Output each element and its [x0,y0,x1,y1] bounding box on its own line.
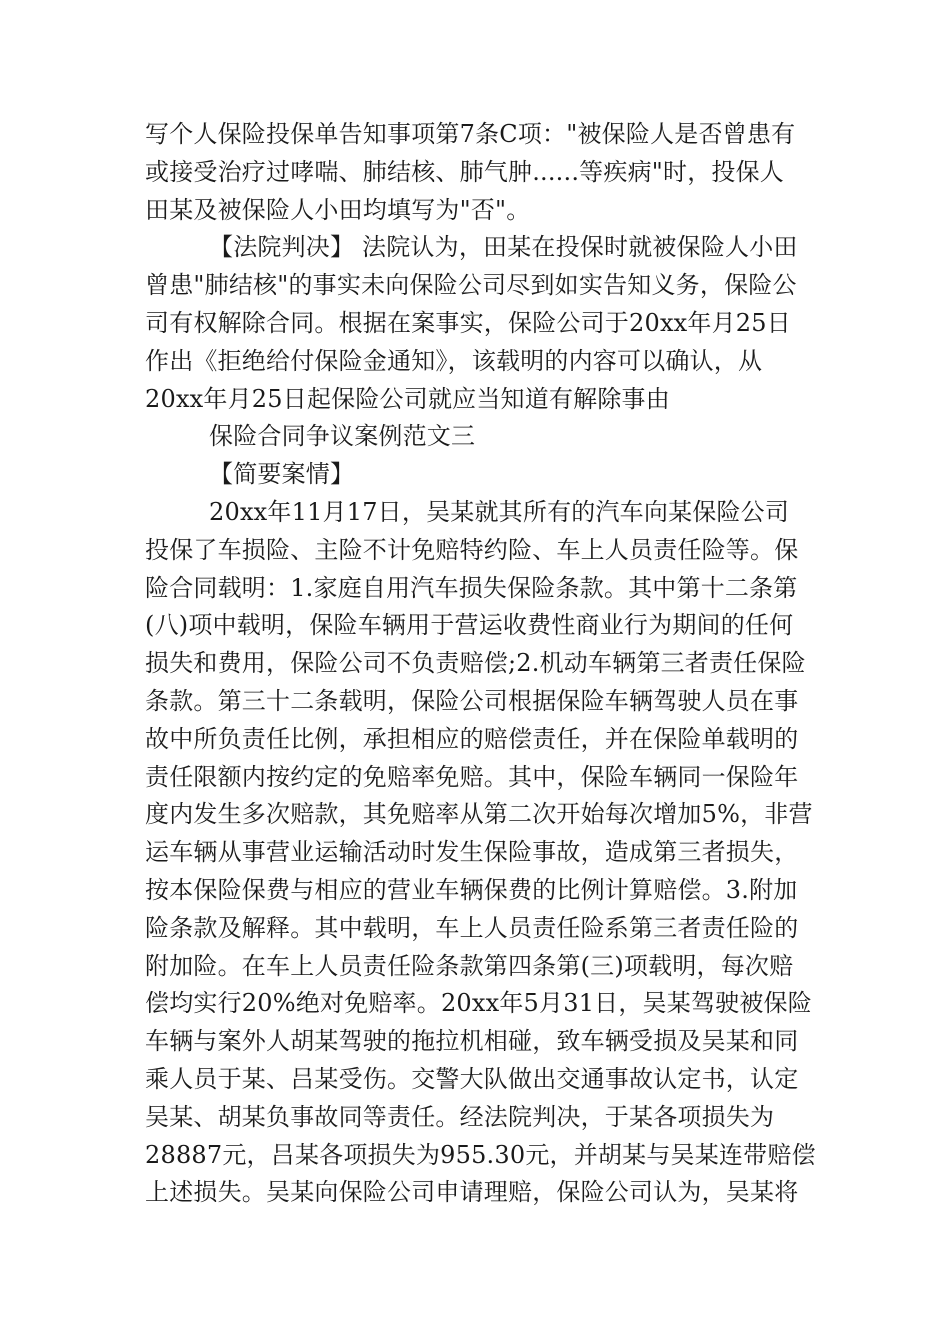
text-line: 【法院判决】 法院认为，田某在投保时就被保险人小田 [209,233,798,262]
text-line: 故中所负责任比例，承担相应的赔偿责任，并在保险单载明的 [145,724,799,753]
text-line: 20xx年月25日起保险公司就应当知道有解除事由 [145,384,670,413]
text-line: 车辆与案外人胡某驾驶的拖拉机相碰，致车辆受损及吴某和同 [145,1027,799,1056]
text-line: 责任限额内按约定的免赔率免赔。其中，保险车辆同一保险年 [145,762,799,791]
document-body-text [145,116,816,1212]
text-line: 或接受治疗过哮喘、肺结核、肺气肿......等疾病"时，投保人 [145,157,785,186]
text-line: 条款。第三十二条载明，保险公司根据保险车辆驾驶人员在事 [145,686,799,715]
text-line: 度内发生多次赔款，其免赔率从第二次开始每次增加5%，非营 [145,800,813,829]
text-line: 按本保险保费与相应的营业车辆保费的比例计算赔偿。3.附加 [145,875,798,904]
text-line: 险条款及解释。其中载明，车上人员责任险系第三者责任险的 [145,913,799,942]
text-line: 保险合同争议案例范文三 [209,422,476,451]
text-line: 【简要案情】 [209,460,355,489]
text-line: 作出《拒绝给付保险金通知》，该载明的内容可以确认，从 [145,346,763,375]
text-line: 偿均实行20%绝对免赔率。20xx年5月31日，吴某驾驶被保险 [145,989,812,1018]
text-line: 投保了车损险、主险不计免赔特约险、车上人员责任险等。保 [145,535,799,564]
text-line: 上述损失。吴某向保险公司申请理赔，保险公司认为，吴某将 [145,1178,799,1207]
text-line: 司有权解除合同。根据在案事实，保险公司于20xx年月25日 [145,308,791,337]
text-line: 险合同载明：1.家庭自用汽车损失保险条款。其中第十二条第 [145,573,798,602]
text-line: 乘人员于某、吕某受伤。交警大队做出交通事故认定书，认定 [145,1064,799,1093]
text-line: 田某及被保险人小田均填写为"否"。 [145,195,531,224]
text-line: 运车辆从事营业运输活动时发生保险事故，造成第三者损失， [145,838,799,867]
text-line: 损失和费用，保险公司不负责赔偿;2.机动车辆第三者责任保险 [145,649,806,678]
text-line: (八)项中载明，保险车辆用于营运收费性商业行为期间的任何 [145,611,794,640]
text-line: 曾患"肺结核"的事实未向保险公司尽到如实告知义务，保险公 [145,271,797,300]
text-line: 28887元，吕某各项损失为955.30元，并胡某与吴某连带赔偿 [145,1140,816,1169]
text-line: 附加险。在车上人员责任险条款第四条第(三)项载明，每次赔 [145,951,794,980]
text-line: 20xx年11月17日，吴某就其所有的汽车向某保险公司 [209,497,790,526]
text-line: 写个人保险投保单告知事项第7条C项："被保险人是否曾患有 [145,120,796,148]
text-line: 吴某、胡某负事故同等责任。经法院判决，于某各项损失为 [145,1102,775,1131]
